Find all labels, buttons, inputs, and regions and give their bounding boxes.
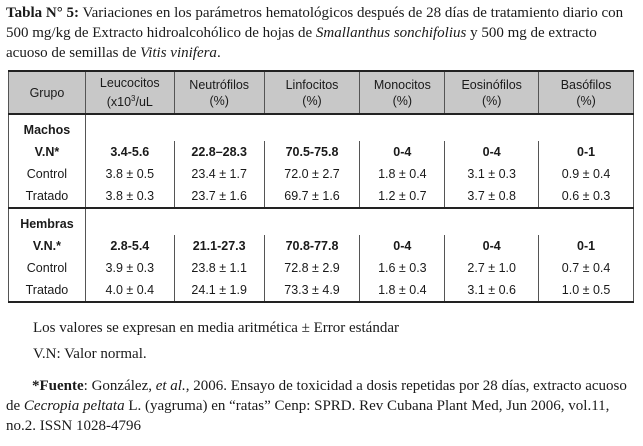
machos-control-basofilos: 0.9 ± 0.4 xyxy=(539,163,634,185)
machos-normal-monocitos: 0-4 xyxy=(360,141,445,163)
source-species: Cecropia peltata xyxy=(23,398,125,414)
header-leucocitos-name: Leucocitos xyxy=(99,75,160,90)
machos-normal-linfocitos: 70.5-75.8 xyxy=(264,141,360,163)
hembras-tratado-label: Tratado xyxy=(9,279,86,302)
machos-tratado-basofilos: 0.6 ± 0.3 xyxy=(539,185,634,208)
hembras-control-linfocitos: 72.8 ± 2.9 xyxy=(264,257,360,279)
hembras-normal-eosinofilos: 0-4 xyxy=(445,235,539,257)
hembras-control-monocitos: 1.6 ± 0.3 xyxy=(360,257,445,279)
hembras-normal-row xyxy=(9,235,634,257)
header-basofilos-unit: (%) xyxy=(576,93,596,108)
header-eosinofilos-name: Eosinófilos xyxy=(461,77,522,92)
header-linfocitos-name: Linfocitos xyxy=(285,77,339,92)
machos-tratado-label: Tratado xyxy=(9,185,86,208)
header-neutrofilos-unit: (%) xyxy=(209,93,229,108)
hembras-tratado-basofilos: 1.0 ± 0.5 xyxy=(539,279,634,302)
machos-normal-row xyxy=(9,141,634,163)
source-text-3: L. (yagruma) en “ratas” Cenp: SPRD. Rev Cubana Plant Med, Jun 2006, vol.11, no.2. ISSN 1028-4796 xyxy=(6,398,610,434)
header-linfocitos xyxy=(264,71,360,114)
hembras-normal-monocitos: 0-4 xyxy=(360,235,445,257)
header-leucocitos-unit-pre: (x10 xyxy=(106,95,132,110)
machos-control-eosinofilos: 3.1 ± 0.3 xyxy=(445,163,539,185)
header-grupo: Grupo xyxy=(9,71,86,114)
header-monocitos-unit: (%) xyxy=(392,93,413,108)
caption-text-2: y 500 mg de extracto acuoso de semillas de xyxy=(6,25,597,61)
hembras-normal-linfocitos: 70.8-77.8 xyxy=(264,235,360,257)
hembras-normal-leucocitos: 2.8-5.4 xyxy=(85,235,174,257)
hembras-normal-neutrofilos: 21.1-27.3 xyxy=(174,235,264,257)
hembras-control-basofilos: 0.7 ± 0.4 xyxy=(539,257,634,279)
header-basofilos xyxy=(539,71,634,114)
header-leucocitos xyxy=(85,71,174,114)
header-linfocitos-unit: (%) xyxy=(302,93,322,108)
machos-tratado-eosinofilos: 3.7 ± 0.8 xyxy=(445,185,539,208)
source-label: *Fuente xyxy=(32,378,84,394)
header-eosinofilos-unit: (%) xyxy=(481,93,502,108)
caption-text-1: Variaciones en los parámetros hematológicos después de 28 días de tratamiento diario con 500 mg/kg de Extracto hidroalcohólico de hojas de xyxy=(6,5,624,41)
machos-normal-eosinofilos: 0-4 xyxy=(445,141,539,163)
caption-species-1: Smallanthus sonchifolius xyxy=(315,25,467,41)
header-basofilos-name: Basófilos xyxy=(560,77,612,92)
hembras-control-leucocitos: 3.9 ± 0.3 xyxy=(85,257,174,279)
machos-normal-label: V.N* xyxy=(9,141,86,163)
table-caption xyxy=(6,3,638,63)
machos-control-linfocitos: 72.0 ± 2.7 xyxy=(264,163,360,185)
caption-label: Tabla N° 5: xyxy=(6,5,79,21)
machos-control-leucocitos: 3.8 ± 0.5 xyxy=(85,163,174,185)
machos-tratado-linfocitos: 69.7 ± 1.6 xyxy=(264,185,360,208)
header-monocitos xyxy=(360,71,445,114)
header-leucocitos-unit-sup: 3 xyxy=(131,93,136,103)
note-vn: V.N: Valor normal. xyxy=(33,346,147,362)
machos-control-monocitos: 1.8 ± 0.4 xyxy=(360,163,445,185)
hembras-tratado-neutrofilos: 24.1 ± 1.9 xyxy=(174,279,264,302)
hembras-group-row xyxy=(9,208,634,235)
hembras-tratado-monocitos: 1.8 ± 0.4 xyxy=(360,279,445,302)
machos-tratado-row xyxy=(9,185,634,208)
machos-normal-leucocitos: 3.4-5.6 xyxy=(85,141,174,163)
hembras-normal-label: V.N.* xyxy=(9,235,86,257)
machos-group-row xyxy=(9,114,634,141)
hembras-tratado-eosinofilos: 3.1 ± 0.6 xyxy=(445,279,539,302)
machos-normal-basofilos: 0-1 xyxy=(539,141,634,163)
hembras-normal-basofilos: 0-1 xyxy=(539,235,634,257)
machos-control-label: Control xyxy=(9,163,86,185)
hembras-tratado-linfocitos: 73.3 ± 4.9 xyxy=(264,279,360,302)
header-monocitos-name: Monocitos xyxy=(373,77,431,92)
machos-tratado-neutrofilos: 23.7 ± 1.6 xyxy=(174,185,264,208)
machos-tratado-leucocitos: 3.8 ± 0.3 xyxy=(85,185,174,208)
header-neutrofilos xyxy=(174,71,264,114)
machos-control-neutrofilos: 23.4 ± 1.7 xyxy=(174,163,264,185)
machos-control-row xyxy=(9,163,634,185)
header-neutrofilos-name: Neutrófilos xyxy=(189,77,250,92)
source-note xyxy=(6,376,638,436)
source-etal: et al. xyxy=(155,378,186,394)
hembras-tratado-leucocitos: 4.0 ± 0.4 xyxy=(85,279,174,302)
hematology-table xyxy=(8,70,634,303)
machos-normal-neutrofilos: 22.8–28.3 xyxy=(174,141,264,163)
source-text-2: , 2006. Ensayo de toxicidad a dosis repetidas por 28 días, extracto acuoso de xyxy=(6,378,627,414)
hembras-control-neutrofilos: 23.8 ± 1.1 xyxy=(174,257,264,279)
hembras-tratado-row xyxy=(9,279,634,302)
machos-tratado-monocitos: 1.2 ± 0.7 xyxy=(360,185,445,208)
note-values: Los valores se expresan en media aritmética ± Error estándar xyxy=(33,320,399,336)
header-eosinofilos xyxy=(445,71,539,114)
source-text-1: : González, xyxy=(83,378,156,394)
hembras-group-label: Hembras xyxy=(9,208,86,235)
header-leucocitos-unit-post: /uL xyxy=(135,95,153,110)
hembras-control-eosinofilos: 2.7 ± 1.0 xyxy=(445,257,539,279)
hembras-control-label: Control xyxy=(9,257,86,279)
caption-species-2: Vitis vinifera xyxy=(140,45,217,61)
header-row xyxy=(9,71,634,114)
machos-group-label: Machos xyxy=(9,114,86,141)
hembras-control-row xyxy=(9,257,634,279)
caption-text-3: . xyxy=(216,45,221,61)
